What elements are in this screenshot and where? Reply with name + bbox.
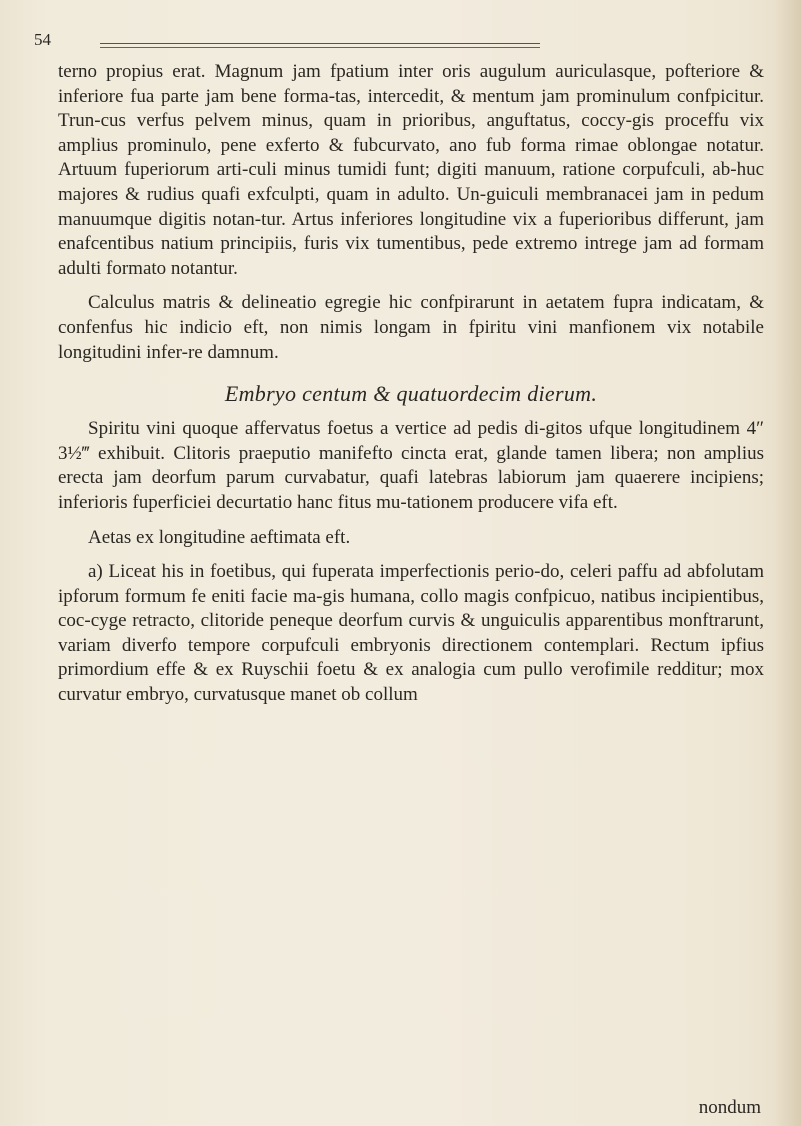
text-body [58,60,764,708]
page-header [34,30,764,52]
page-edge-shadow [775,0,801,1126]
paragraph-continuation: terno propius erat. Magnum jam fpatium inter oris augulum auriculasque, pofteriore & inferiore fua parte jam bene forma-tas, intercedit, & mentum jam prominulum confpicitur. Trun-cus verfus pelvem minus, quam in prioribus, anguftatus, coccy-gis proceffu vix amplius prominulo, pene exferto & fubcurvato, ano fub forma rimae oblongae notatur. Artuum fuperiorum arti-culi minus tumidi funt; digiti manuum, ratione corpufculi, ab-huc majores & rudius quafi exfculpti, quam in adulto. Un-guiculi membranacei jam in pedum manuumque digitis notan-tur. Artus inferiores longitudine vix a fuperioribus differunt, jam enafcentibus natium principiis, furis vix tumentibus, pede extremo intrege jam ad formam adulti formato notantur. [58,61,764,279]
paragraph-spiritu: Spiritu vini quoque affervatus foetus a vertice ad pedis di-gitos ufque longitudinem 4″ 3½‴ exhibuit. Clitoris praeputio manifefto cincta erat, glande tamen libera; non amplius erecta jam deorfum parum curvabatur, quafi latebras labiorum jam quaerere incipiens; inferioris fuperficiei decurtatio hanc fitus mu-tationem producere vifa eft. [58,418,764,513]
header-rule [100,43,540,44]
paragraph-note-a: a) Liceat his in foetibus, qui fuperata imperfectionis perio-do, celeri paffu ad abfolutam ipforum formum fe eniti facie ma-gis humana, collo magis confpicuo, natibus incipientibus, coc-cyge retracto, clitoride peneque deorfum curvis & unguiculis apparentibus monftrarunt, variam diverfo tempore corpufculi embryonis directionem contemplari. Rectum ipfius primordium effe & ex Ruyschii foetu & ex analogia cum pullo verofimile redditur; mox curvatur embryo, curvatusque manet ob collum [58,561,764,706]
header-rule-secondary [100,47,540,48]
catchword: nondum [698,1097,761,1118]
page-number: 54 [34,30,51,49]
paragraph-aetas: Aetas ex longitudine aeftimata eft. [88,526,351,548]
paragraph-calculus: Calculus matris & delineatio egregie hic confpirarunt in aetatem fupra indicatam, & confenfus hic indicio eft, non nimis longam in fpiritu vini manfionem vix notabile longitudini infer-re damnum. [58,292,764,363]
section-heading: Embryo centum & quatuordecim dierum. [224,381,598,407]
